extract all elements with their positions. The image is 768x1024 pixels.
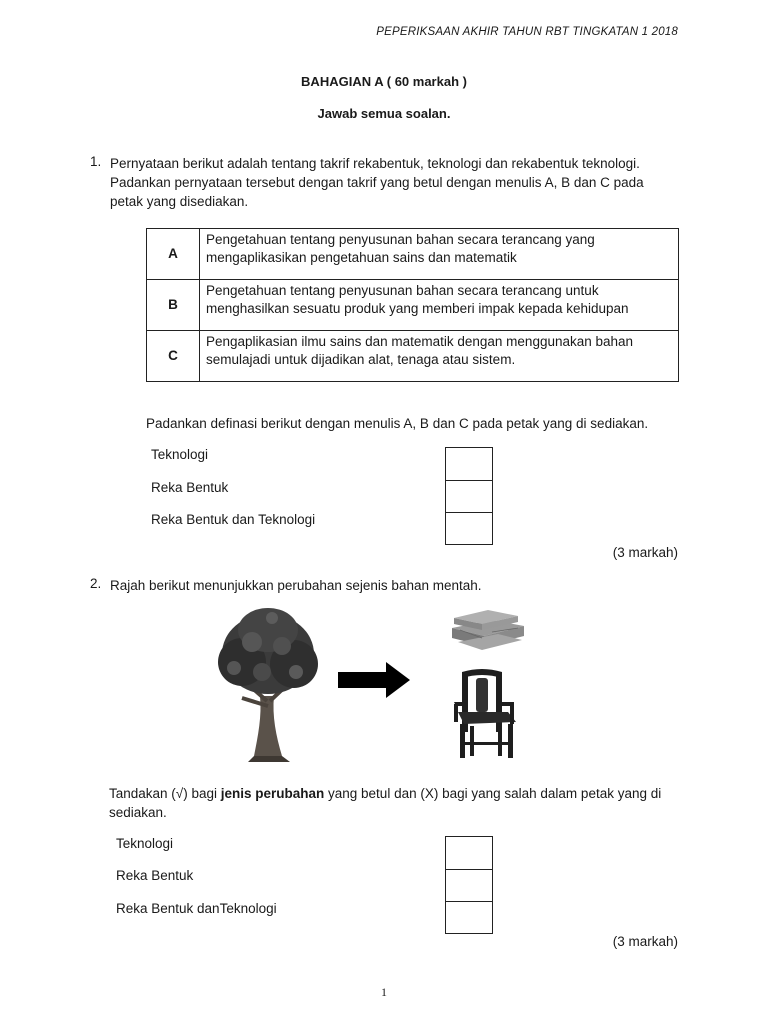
row-definition: Pengetahuan tentang penyusunan bahan secara terancang untuk menghasilkan sesuatu produk yang memberi impak kepada kehidupan <box>200 280 679 331</box>
q1-marks: (3 markah) <box>612 545 678 560</box>
wood-planks-image <box>448 606 526 652</box>
q2-answer-box-1[interactable] <box>445 836 493 870</box>
row-letter: C <box>147 331 200 382</box>
q2-option-reka-bentuk-teknologi: Reka Bentuk danTeknologi <box>116 901 277 916</box>
section-title: BAHAGIAN A ( 60 markah ) <box>301 74 467 89</box>
chair-icon <box>454 669 516 758</box>
table-row <box>147 229 679 280</box>
row-letter: B <box>147 280 200 331</box>
table-row <box>147 331 679 382</box>
q1-option-teknologi: Teknologi <box>151 447 209 462</box>
tree-icon <box>218 608 318 762</box>
page-number: 1 <box>381 985 387 999</box>
section-instruction: Jawab semua soalan. <box>317 106 451 121</box>
q1-answer-box-3[interactable] <box>445 512 493 545</box>
arrow-right-icon <box>338 662 410 698</box>
arrow-image <box>338 662 412 698</box>
question-2-number: 2. <box>90 576 102 591</box>
question-1-text: Pernyataan berikut adalah tentang takrif rekabentuk, teknologi dan rekabentuk teknologi. Padankan pernyataan tersebut dengan takrif yang betul dengan menulis A, B dan C pada petak yang disediakan. <box>110 156 644 209</box>
q1-answer-box-1[interactable] <box>445 447 493 481</box>
q1-answer-box-2[interactable] <box>445 480 493 513</box>
q2-answer-box-2[interactable] <box>445 869 493 902</box>
wood-planks-icon <box>452 610 524 650</box>
row-letter: A <box>147 229 200 280</box>
row-definition: Pengetahuan tentang penyusunan bahan secara terancang yang mengaplikasikan pengetahuan sains dan matematik <box>200 229 679 280</box>
tree-image <box>212 606 324 764</box>
q1-option-reka-bentuk: Reka Bentuk <box>151 480 229 495</box>
question-2-text: Rajah berikut menunjukkan perubahan sejenis bahan mentah. <box>110 578 482 593</box>
question-1-number: 1. <box>90 154 102 169</box>
q2-option-teknologi: Teknologi <box>116 836 174 851</box>
q2-answer-box-3[interactable] <box>445 901 493 934</box>
q2-option-reka-bentuk: Reka Bentuk <box>116 868 194 883</box>
q2-marks: (3 markah) <box>612 934 678 949</box>
q1-option-reka-bentuk-teknologi: Reka Bentuk dan Teknologi <box>151 512 316 527</box>
definitions-table <box>146 228 679 382</box>
table-row <box>147 280 679 331</box>
question-2-instruction: Tandakan (√) bagi jenis perubahan yang betul dan (X) bagi yang salah dalam petak yang di sediakan. <box>109 786 662 820</box>
chair-image <box>452 668 522 762</box>
page-header: PEPERIKSAAN AKHIR TAHUN RBT TINGKATAN 1 2018 <box>376 26 678 38</box>
row-definition: Pengaplikasian ilmu sains dan matematik dengan menggunakan bahan semulajadi untuk dijadikan alat, tenaga atau sistem. <box>200 331 679 382</box>
question-1-prompt: Padankan definasi berikut dengan menulis A, B dan C pada petak yang di sediakan. <box>146 416 649 431</box>
